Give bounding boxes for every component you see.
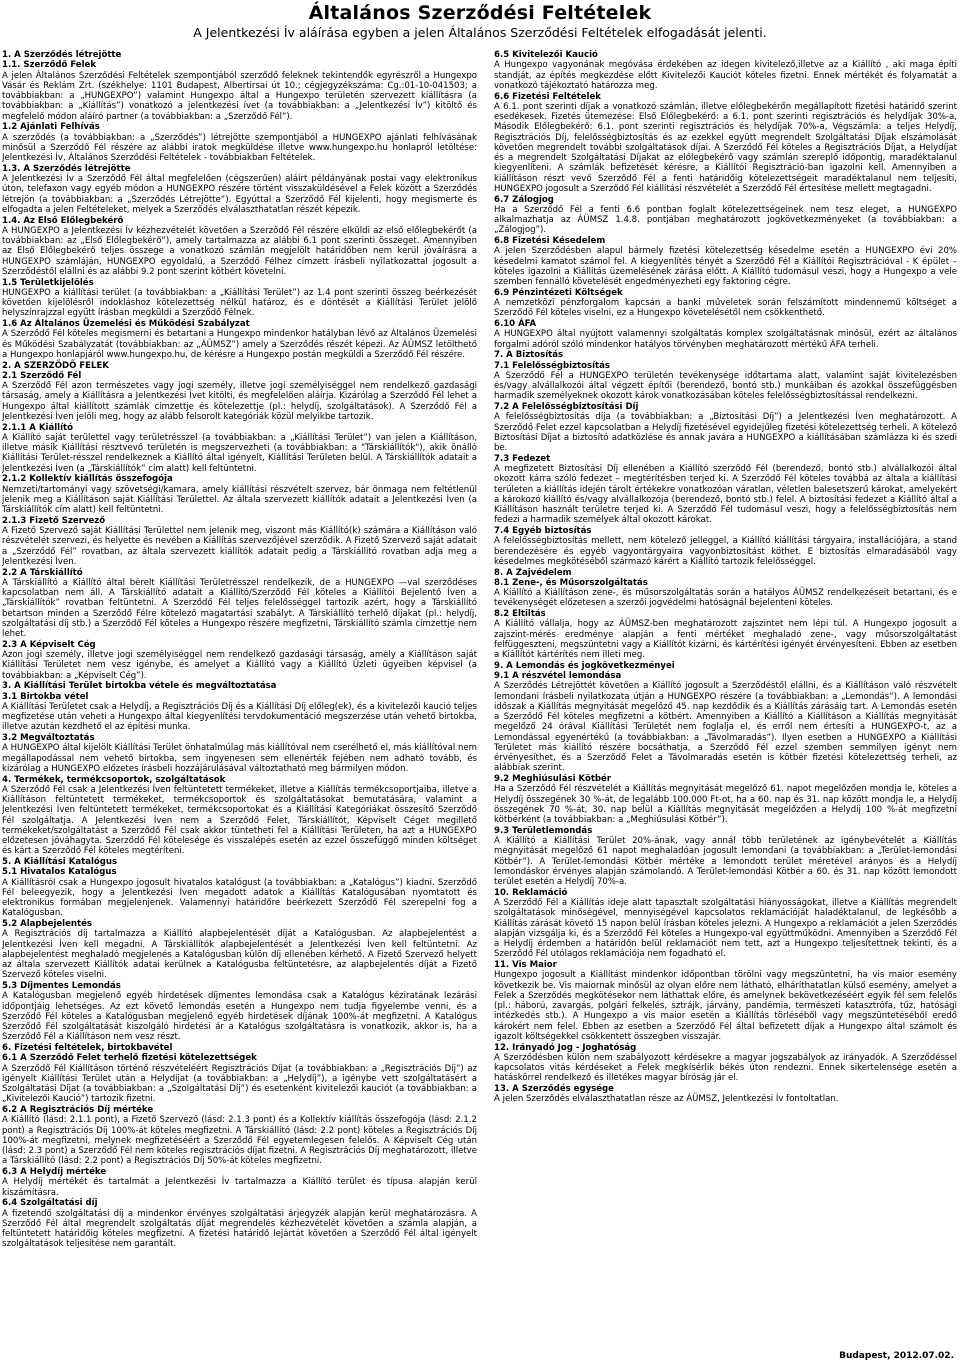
paragraph: A Fizető Szervező saját Kiállítási Területtel nem jelenik meg, viszont más Kiállító(k) számára a Kiállításon való részvételét szervezi, és helyette és nevében a Kiállítás szervezőjével szerződik. A Fizető Szervező saját adatait a „Szerződő Fél” rovatban, az általa szervezett kiállítók adatait pedig a Társkiállító rovatban adja meg a Jelentkezési Íven.	[2, 526, 477, 567]
section-heading: 7.4 Egyéb biztosítás	[494, 526, 592, 536]
paragraph: A Szerződésben külön nem szabályozott kérdésekre a magyar jogszabályok az irányadók. A Szerződéssel kapcsolatos vitás kérdéseket a Felek megkísérlik békés úton rendezni. Ennek sikertelensége esetén a hatáskörrel rendelkező és illetékes magyar bíróság jár el.	[494, 1052, 957, 1084]
paragraph: A nemzetközi pénzforgalom kapcsán a banki műveletek során felszámított mindennemű költséget a Szerződő Fél köteles viselni, ez a Hungexpo követelésétől nem csökkenthető.	[494, 298, 957, 319]
section-heading: 11. Vis Maior	[494, 960, 557, 970]
section-heading: 2.1 Szerződő Fél	[2, 370, 82, 381]
section-heading: 1. A Szerződés létrejötte	[2, 50, 122, 60]
section-heading: 1.1. Szerződő Felek	[2, 60, 97, 71]
paragraph: A Kiállító (lásd: 2.1.1 pont), a Fizető Szervező (lásd: 2.1.3 pont) és a Kollektív kiállítás összefogója (lásd: 2.1.2 pont) a Regisztrációs Díj 100%-át köteles megfizetni. A Társkiállító (lásd: 2.2 pont) köteles a Regisztrációs Díj 100%-át megfizetni, melynek megfizetéséért a Szerződő Fél egyetemlegesen felelős. A Képviselt Cég után (lásd: 2.3 pont) a Szerződő Fél nem köteles regisztrációs díjat fizetni. A Regisztrációs Díj meghatározott, illetve a Társkiállító (lásd: 2.2 pont) a Regisztrációs Díj 50%-át köteles megfizetni.	[2, 1115, 477, 1167]
signature-date: Budapest, 2012.07.02.	[839, 1351, 954, 1361]
section-heading: 1.4. Az Első Előlegbekérő	[2, 215, 124, 226]
paragraph: A HUNGEXPO által nyújtott valamennyi szolgáltatás komplex szolgáltatásnak minősül, ezért az általános forgalmi adóról szóló mindenkor hatályos törvényben meghatározott mértékű ÁFA terheli.	[494, 329, 957, 350]
section-heading: 2.3 A Képviselt Cég	[2, 639, 96, 650]
section-heading: 2. A SZERZŐDŐ FELEK	[2, 360, 109, 371]
section-heading: 6.8 Fizetési Késedelem	[494, 236, 606, 246]
section-heading: 6.2 A Regisztrációs Díj mértéke	[2, 1105, 154, 1115]
paragraph: A Kiállító vállalja, hogy az ÁÜMSZ-ben meghatározott zajszintet nem lépi túl. A Hungexpo jogosult a zajszint-mérés eredménye alapján a fenti mértéket meghaladó zene-, vagy műsorszolgáltatást felfüggeszteni, megszüntetni vagy a Kiállítót kizárni, és kártérítési igényét érvényesíteni. Ebben az esetben a Kiállítót kártérítés nem illeti meg.	[494, 619, 957, 660]
section-heading: 3. A Kiállítási Terület birtokba vétele és megváltoztatása	[2, 681, 277, 692]
paragraph: A Helydíj mértékét és tartalmát a Jelentkezési Ív tartalmazza a Kiállító terület és típusa alapján kerül kiszámításra.	[2, 1177, 477, 1198]
paragraph: A Hungexpo vagyonának megóvása érdekében az idegen kivitelező,illetve az a Kiállító , aki maga építi standját, az építés megkezdése előtt Kivitelezői Kauciót köteles fizetni. Ennek mértékét és folyamatát a vonatkozó tájékoztató határozza meg.	[494, 60, 957, 91]
section-heading: 9.2 Meghiúsulási Kötbér	[494, 774, 612, 784]
paragraph: Hungexpo jogosult a Kiállítást mindenkor időpontban törölni vagy megszüntetni, ha vis maior esemény következik be. Vis maiornak minősül az olyan előre nem látható, elháríthatatlan külső esemény, amelyet a Felek a Szerződés megkötésekor nem láthattak előre, és amelynek bekövetkezéséért egyik fél sem felelős (pl.: háború, zavargás, polgári felkelés, sztrájk, járvány, pandémia, természeti katasztrófa, tűz, hatósági intézkedés stb.). A Hungexpo a vis maior esetén a Kiállítás törléséből vagy megszüntetéséből eredő károkért nem felel. Ebben az esetben a Szerződő Fél által befizetett díjak a Hungexpo által számolt és igazolt költségekkel csökkentett összegben visszajár.	[494, 970, 957, 1042]
paragraph: A Társkiállító a Kiállító által bérelt Kiállítási Területrésszel rendelkezik, de a HUNGEXPO —val szerződéses kapcsolatban nem áll. A Társkiállító adatait a Kiállító/Szerződő Fél köteles a Kiállítói Bejelentő Íven a „Társkiállítók” rovatban feltüntetni. A Szerződő Fél teljes felelősséggel tartozik azért, hogy a Társkiállító betartson minden a Szerződő Félre kötelező magatartási szabályt. A Társkiállító terhelő díjakat (pl.: helydíj, szolgáltatási díj stb.) a Szerződő Fél köteles a Hungexpo részére megfizetni, Társkiállító számla címzettje nem lehet.	[2, 577, 477, 639]
section-heading: 6.7 Zálogjog	[494, 194, 554, 205]
section-heading: 1.2 Ajánlati Felhívás	[2, 122, 100, 133]
paragraph: A Kiállító a Kiállítási Terület 20%-ának, vagy annál több területének az igénybevételét a Kiállítás megnyitását megelőző 61 napot meghaladóan jogosult lemondani (a továbbiakban: a „Terület-lemondási Kötbér”). A Terület-lemondási Kötbér mértéke a lemondott terület méretével arányos és a Helydíj lemondáskor érvényes alapján számolandó. A Terület-lemondási Kötbér a 60. és 31. nap között lemondott terület esetén a Helydíj 70%-a.	[494, 836, 957, 887]
page-title: Általános Szerződési Feltételek	[308, 2, 652, 24]
section-heading: 9. A Lemondás és jogkövetkezményei	[494, 660, 675, 671]
paragraph: HUNGEXPO a kiállítási terület (a továbbiakban: a „Kiállítási Terület”) az 1.4 pont szerinti összeg beérkezését követően kijelölésről indokláshoz kötelezettség nélkül határoz, és e döntését a Kiállítási Terület jelölő helyszínrajzzal együtt írásban megküldi a Szerződő Félnek.	[2, 287, 477, 319]
page-subtitle: A Jelentkezési Ív aláírása egyben a jelen Általános Szerződési Feltételek elfogadását jelenti.	[193, 25, 767, 40]
paragraph: Ha a Szerződő Fél részvételét a Kiállítás megnyitását megelőző 61. napot megelőzően mondja le, köteles a Helydíj összegének 30 %-át, de legalább 100.000 Ft-ot, ha a 60. nap és 31. nap között mondja le, a Helydíj összegének 70 %-át, 30. nap belül a Kiállítás megnyitását megelőzően a Helydíj 100 %-át megfizetni kötbérként (a továbbiakban: a „Meghiúsulási Kötbér”).	[494, 784, 957, 825]
section-heading: 10. Reklamáció	[494, 887, 568, 898]
paragraph: A jelen Szerződés elválaszthatatlan része az ÁÜMSZ, Jelentkezési Ív fontoltatlan.	[494, 1094, 839, 1105]
section-heading: 13. A Szerződés egysége	[494, 1084, 614, 1094]
section-heading: 3.1 Birtokba vétel	[2, 691, 89, 702]
section-heading: 2.1.3 Fizető Szervező	[2, 515, 106, 526]
paragraph: A felelősségbiztosítás díja (a továbbiakban: a „Biztosítási Díj”) a Jelentkezési Íven meghatározott. A Szerződő Felet ezzel kapcsolatban a Helydíj fizetésével egyidejűleg fizetési kötelezettség terheli. A kötelező Biztosítási Díjat a biztosító adatközlése és annak javára a HUNGEXPO a kiállításában számlázza ki és szedi be.	[494, 412, 957, 453]
paragraph: A Szerződő Fél a Kiállítás ideje alatt tapasztalt szolgáltatási hiányosságokat, illetve a Kiállítás megrendelt szolgáltatások minőségével, mennyiségével kapcsolatos reklamációját haladéktalanul, de legkésőbb a Kiállítás zárását követő 15 napon belül írásban köteles jelezni. A Hungexpo a reklamációt a jelen Szerződés alapján vizsgálja ki, és a Szerződő Fél köteles a Hungexpo-val együttműködni. Amennyiben a Szerződő Fél a Helydíj érdemben a határidőn belül reklamációt nem tett, azt a Hungexpo teljesítettnek tekinti, és a Szerződő Fél utólagos reklamációja nem fogadható el.	[494, 898, 957, 960]
section-heading: 1.6 Az Általános Üzemelési és Működési Szabályzat	[2, 319, 250, 329]
section-heading: 5. A Kiállítási Katalógus	[2, 857, 118, 867]
paragraph: A 6.1. pont szerinti díjak a vonatkozó számlán, illetve előlegbekérőn megállapított fizetési határidő szerint esedékesek. Fizetés ütemezése: Első Előlegbekérő: a 6.1. pont szerinti regisztrációs és helydíjak 30%-a, Második Előlegbekérő: 6.1. pont szerinti regisztrációs és helydíjak 70%-a, Végszámla: a teljes Helydíj, Regisztrációs Díj, felelősségbiztosítás és az ezekkel együtt megrendelt Szolgáltatási Díjak elszámolását követően megrendelt további szolgáltatások díjai. A Szerződő Fél köteles a Regisztrációs Díjat, a Helydíjat és a megrendelt Szolgáltatási Díjakat az előlegbekérő vagy számlán szereplő időpontig, maradéktalanul kiegyenlíteni. A számlák befizetését kérésre, a Kiállítói Regisztráció-ban igazolni kell. Amennyiben a kiállításon részt vevő Szerződő Fél a fenti határidőig kötelezettségeit maradéktalanul nem teljesíti, HUNGEXPO jogosult a Szerződő Fél kiállítási részvételét a Szerződő Fél értesítése mellett megtagadni.	[494, 101, 957, 194]
section-heading: 7.1 Felelősségbiztosítás	[494, 360, 610, 371]
paragraph: A Kiállítási Területet csak a Helydíj, a Regisztrációs Díj és a Kiállítási Díj előleg(ek), és a kivitelezői kaució teljes megfizetése után veheti a Hungexpo által kiegyenlítési tervdokumentáció megszerzése után vehető birtokba, illetve azután kezdhető el az építési munka.	[2, 701, 477, 733]
section-heading: 2.2 A Társkiállító	[2, 567, 83, 578]
paragraph: A Szerződő Fél a HUNGEXPO területén tevékenysége időtartama alatt, valamint saját kivitelezésben és/vagy alvállalkozói által végzett építői (berendező, bontó stb.) munkáiban és azokkal összefüggésben harmadik személyeknek okozott károk vonatkozásában köteles felelősségbiztosítással rendelkezni.	[494, 370, 957, 402]
paragraph: A felelősségbiztosítás mellett, nem kötelező jelleggel, a Kiállító kiállítási tárgyaira, installációjára, a stand berendezésére és egyéb vagyontárgyaira vagyonbiztosítást köthet. E biztosítás elmaradásából vagy késedelmes megkötéséből származó kárért a Kiállító tartozik felelősséggel.	[494, 536, 957, 567]
paragraph: A szerződés (a továbbiakban: a „Szerződés”) létrejötte szempontjából a HUNGEXPO ajánlati felhívásának minősül a Szerződő Fél részére az alábbi iratok megküldése illetve www.hungexpo.hu honlapról letöltése: Jelentkezési Ív, Általános Szerződési Feltételek - továbbiakban Feltételek.	[2, 132, 477, 163]
paragraph: A Kiállításról csak a Hungexpo jogosult hivatalos katalógust (a továbbiakban: a „Katalógus”) kiadni. Szerződő Fél beleegyezik, hogy a Jelentkezési Íven megadott adatok a Kiállítás Katalógusában nyomtatott és elektronikus formában megjelenjenek. Valamennyi határidőre beérkezett Szerződő Fél szerepelni fog a Katalógusban.	[2, 877, 477, 919]
section-heading: 1.5 Területkijelölés	[2, 277, 94, 288]
section-heading: 12. Irányadó Jog - Joghatóság	[494, 1042, 637, 1053]
paragraph: A Szerződő Fél Kiállításon történő részvételéért Regisztrációs Díjat (a továbbiakban: a „Regisztrációs Díj”) az igényelt Kiállítási Terület után a Helydíjat (a továbbiakban: a „Helydíj”), a igénybe vett szolgáltatásért a Szolgáltatási Díjat (a továbbiakban: a „Szolgáltatási Díj”) és esetenként kivitelezői kauciót (a továbbiakban: a „Kivitelezői Kaució”) tartozik fizetni.	[2, 1063, 477, 1105]
left-column	[2, 50, 477, 1350]
paragraph: Ha a Szerződő Fél a fenti 6.6 pontban foglalt kötelezettségeinek nem tesz eleget, a HUNGEXPO alkalmazhatja az ÁÜMSZ 1.4.8. pontjában meghatározott jogkövetkezményeket (a továbbiakban: a „Zálogjog”).	[494, 204, 957, 236]
section-heading: 9.3 Területlemondás	[494, 825, 593, 836]
paragraph: A HUNGEXPO által kijelölt Kiállítási Terület önhatalmúlag más kiállítóval nem cserélhető el, más kiállítóval nem megállapodással nem vehető birtokba, sem ingyenesen sem ellenérték fejében nem adható tovább, és kizárólag a HUNGEXPO előzetes írásbeli hozzájárulásával változtatható meg bármilyen módon.	[2, 743, 477, 774]
paragraph: A Szerződés Létrejöttét követően a Kiállító jogosult a Szerződéstől elállni, és a Kiállításon való részvételt lemondani írásbeli nyilatkozata útján a HUNGEXPO részére (a továbbiakban: a „Lemondás”). A lemondási időszak a Kiállítás megnyitását megelőző 45. nap kezdődik és a Kiállítás zárásáig tart. A Lemondás esetén a Szerződő Fél köteles megfizetni a kötbért. Amennyiben a Kiállító a Kiállításon a Kiállítás megnyitását megelőző 24 órával Kiállítási Területét nem foglalja el, és erről nem értesíti a HUNGEXPO-t, az a Lemondással egyenértékű (a továbbiakban: a „Távolmaradás”). Ilyen esetben a HUNGEXPO a Kiállítási Területet más kiállító részére bocsáthatja, a Szerződő Fél ezzel szemben semmilyen igényt nem érvényesíthet, és a Szerződő Felet a Távolmaradás esetén is kötbér fizetési kötelezettség terheli, az alábbiak szerint.	[494, 681, 957, 774]
section-heading: 6.6 Fizetési Feltételek	[494, 91, 601, 102]
section-heading: 8.2 Eltiltás	[494, 609, 546, 619]
paragraph: A Szerződő Fél azon természetes vagy jogi személy, illetve jogi személyiséggel nem rendelkező gazdasági társaság, amely a Kiállításra a Jelentkezési Ívet kitölti, és megfelelően aláírja. Kizárólag a Szerződő Fél lehet a Hungexpo által kiállított számlák címzettje és kötelezettje (pl.: helydíj, szolgáltatások). A Szerződő Fél a Jelentkezési Íven jelöli meg, hogy az alább felsorolt kategóriák közül melyikbe tartozik.	[2, 381, 477, 422]
section-heading: 7. A Biztosítás	[494, 350, 564, 361]
section-heading: 2.1.1 A Kiállító	[2, 422, 73, 433]
section-heading: 6. Fizetési feltételek, birtokbavétel	[2, 1043, 173, 1053]
paragraph: Nemzeti/tartományi vagy szövetségi/kamara, amely kiállítási részvételt szervez, bár önmaga nem feltétlenül jelenik meg a Kiállításon saját Kiállítási Területtel. Az általa szervezett kiállítók adatait a Jelentkezési Íven (a Társkiállítók cím alatt) kell feltüntetni.	[2, 484, 477, 515]
paragraph: A megfizetett Biztosítási Díj ellenében a Kiállító szerződő Fél (berendező, bontó stb.) alvállalkozói által okozott kárra szóló fedezet – megtérítésben terjed ki. A Szerződő Fél köteles továbbá az általa a kiállítási területen a kiállítás idején tárolt értékekre vonatkozóan váratlan, véletlen balesetszerű károkat, amelyekért a károkozó kiállító és/vagy alvállalkozója (berendező, bontó stb.) felel. A biztosítási fedezet a Kiállító által a Kiállításon használt területre terjed ki. A Szerződő Fél tudomásul veszi, hogy a felelősségbiztosítás nem fedezi a harmadik személyek által okozott károkat.	[494, 464, 957, 526]
section-heading: 7.3 Fedezet	[494, 453, 551, 464]
section-heading: 5.1 Hivatalos Katalógus	[2, 867, 117, 878]
section-heading: 8. A Zajvédelem	[494, 567, 572, 578]
paragraph: A Regisztrációs díj tartalmazza a Kiállító alapbejelentését díját a Katalógusban. Az alapbejelentést a Jelentkezési Íven kell megadni. A Társkiállítók alapbejelentését a Jelentkezési Íven kell feltüntetni. Az alapbejelentést meghaladó megjelenés a Katalógusban külön díj ellenében kérhető. A Fizető Szervező helyett az általa szervezett Kiállítók adatai kerülnek a Katalógusba feltüntetésre, az alapbejelentés díját a Fizető Szervező köteles viselni.	[2, 929, 477, 981]
paragraph: A Katalógusban megjelenő egyéb hirdetések díjmentes lemondása csak a Katalógus kéziratának lezárási időpontjáig lehetséges. Az ezt követő lemondás esetén a Hungexpo nem tudja figyelembe venni, és a Szerződő Fél köteles a Katalógusban megjelenő egyéb hirdetések díjának 100%-át megfizetni. A Katalógus Szerződő Fél szolgáltatását kiszolgáló hirdetési ár a Katalógus szolgáltatásra is vonatkozik, akkor is, ha a Szerződő Fél a Kiállításon nem vesz részt.	[2, 991, 477, 1043]
section-heading: 8.1 Zene-, és Műsorszolgáltatás	[494, 577, 648, 588]
paragraph: Azon jogi személy, illetve jogi személyiséggel nem rendelkező gazdasági társaság, amely a Kiállításon saját Kiállítási Területet nem vesz igénybe, és amelyet a Kiállító vagy a Kiállító Üzleti ügyeiben képvisel (a továbbiakban: a „Képviselt Cég”).	[2, 650, 477, 681]
section-heading: 1.3. A Szerződés létrejötte	[2, 163, 131, 174]
section-heading: 6.1 A Szerződő Felet terhelő fizetési kötelezettségek	[2, 1053, 257, 1064]
section-heading: 3.2 Megváltoztatás	[2, 733, 95, 743]
section-heading: 6.3 A Helydíj mértéke	[2, 1167, 107, 1177]
section-heading: 9.1 A részvétel lemondása	[494, 671, 622, 681]
section-heading: 4. Termékek, termékcsoportok, szolgáltatások	[2, 774, 226, 785]
paragraph: A Kiállító a Kiállításon zene-, és műsorszolgáltatás során a hatályos ÁÜMSZ rendelkezéseit betartani, és e tevékenységét előzetesen a szerzői jogvédelmi hatóságnál bejelenteni köteles.	[494, 588, 957, 609]
paragraph: A jelen Általános Szerződési Feltételek szempontjából szerződő feleknek tekintendők egyrészről a Hungexpo Vásár és Reklám Zrt. (székhelye: 1101 Budapest, Albertirsai út 10.; cégjegyzékszáma: Cg.:01-10-041503; a továbbiakban: a „HUNGEXPO”) valamint Hungexpo által a Hungexpo területén szervezett kiállításra (a továbbiakban: a „Kiállítás”) vonatkozó a jelentkezési ívet (a továbbiakban: a „Jelentkezési Ív”) kitöltő és megfelelő módon aláíró partner (a továbbiakban: a „Szerződő Fél”).	[2, 70, 477, 122]
paragraph: A jelen Szerződésben alapul bármely fizetési kötelezettség késedelme esetén a HUNGEXPO évi 20% késedelmi kamatot számol fel. A kiegyenlítés tényét a Szerződő Fél a Kiállítói Regisztrációval - K épület – köteles igazolni a Kiállítás üzemelésének zárása előtt. A Kiállító tudomásul veszi, hogy a Hungexpo a vele szemben fennálló követelését engedményezheti egy faktoring cégre.	[494, 246, 957, 287]
paragraph: A Szerződő Fél csak a Jelentkezési Íven feltüntetett termékeket, illetve a Kiállítás termékcsoportjaiba, illetve a Kiállításon feltüntetett termékeket, termékcsoportok és szolgáltatásokat bemutatására, valamint a Jelentkezési Íven feltüntetett termékeket, termékcsoportokat és a Kiállítási Kategóriákat összesítő Szerződő Fél szolgáltatja. A Jelentkezési Íven nem a Szerződő Felet, Társkiállítót, Képviselt Céget megillető termékeket/szolgáltatást a Szerződő Fél csak akkor tüntetheti fel a Kiállítási Területen, ha azt a HUNGEXPO előzetesen jóváhagyta. Szerződő Fél kötelesége és visszalépés esetén az ezzel összefüggő minden költséget és kárt a Szerződő Fél köteles megtéríteni.	[2, 784, 477, 857]
section-heading: 6.10 ÁFA	[494, 319, 537, 329]
section-heading: 7.2 A Felelősségbiztosítási Díj	[494, 402, 639, 412]
section-heading: 5.2 Alapbejelentés	[2, 919, 92, 929]
paragraph: A fizetendő szolgáltatási díj a mindenkor érvényes szolgáltatási árjegyzék alapján kerül meghatározásra. A Szerződő Fél által megrendelt szolgáltatás díját megrendelés kézhezvételét követően a számla alapján, a feltüntetett határidőig köteles megfizetni. A fizetési határidő lejártát követően a Szerződő Fél által igényelt szolgáltatások teljesítése nem garantált.	[2, 1208, 477, 1250]
paragraph: A HUNGEXPO a Jelentkezési Ív kézhezvételét követően a Szerződő Fél részére elküldi az első előlegbekérőt (a továbbiakban: az „Első Előlegbekérő”), amely tartalmazza az alábbi 6.1 pont szerinti összeget. Amennyiben az Első Előlegbekérő teljes összege a vonatkozó számlán megjelölt határidőben nem kerül jóváírásra a HUNGEXPO számláján, HUNGEXPO egyoldalú, a Szerződő Félhez címzett írásbeli nyilatkozattal jogosult a Szerződéstől elállni és az alábbi 9.2 pont szerint kötbért követelni.	[2, 225, 477, 277]
paragraph: A Kiállító saját területtel vagy területrésszel (a továbbiakban: a „Kiállítási Terület”) van jelen a Kiállításon, illetve másik Kiállítási résztvevő területén is megszervezheti (a továbbiakban: a "Társkiállítók"), akik önálló Kiállítási Terület-résszel rendelkeznek a Kiállító által igényelt, Kiállítási Területen belül. A Társkiállítók adatait a Jelentkezési Íven (a „Társkiállítók” cím alatt) kell feltüntetni.	[2, 432, 477, 474]
right-column	[494, 50, 957, 1350]
paragraph: A Jelentkezési Ív a Szerződő Fél által megfelelően (cégszerűen) aláírt példányának postai vagy elektronikus úton, telefaxon vagy egyéb módon a HUNGEXPO részére történt visszaküldésével a Felek között a Szerződés létrejön (a továbbiakban: a „Szerződés Létrejötte”). Egyúttal a Szerződő Fél kijelenti, hogy megismerte és elfogadta a jelen Feltételeket, melyek a Szerződés elválaszthatatlan részét képezik.	[2, 174, 477, 215]
section-heading: 6.4 Szolgáltatási díj	[2, 1198, 98, 1209]
section-heading: 5.3 Díjmentes Lemondás	[2, 981, 121, 991]
section-heading: 6.5 Kivitelezői Kaució	[494, 50, 598, 60]
section-heading: 6.9 Pénzintézeti Költségek	[494, 287, 623, 298]
section-heading: 2.1.2 Kollektív kiállítás összefogója	[2, 474, 173, 485]
paragraph: A Szerződő Fél köteles megismerni és betartani a Hungexpo mindenkor hatályban lévő az Általános Üzemelési és Működési Szabályzatát (továbbiakban: az „ÁÜMSZ”) amely a Szerződés részét képezi. Az ÁÜMSZ letölthető a Hungexpo honlapjáról www.hungexpo.hu, de kérésre a Hungexpo postán megküldi a Szerződő Fél részére.	[2, 329, 477, 360]
